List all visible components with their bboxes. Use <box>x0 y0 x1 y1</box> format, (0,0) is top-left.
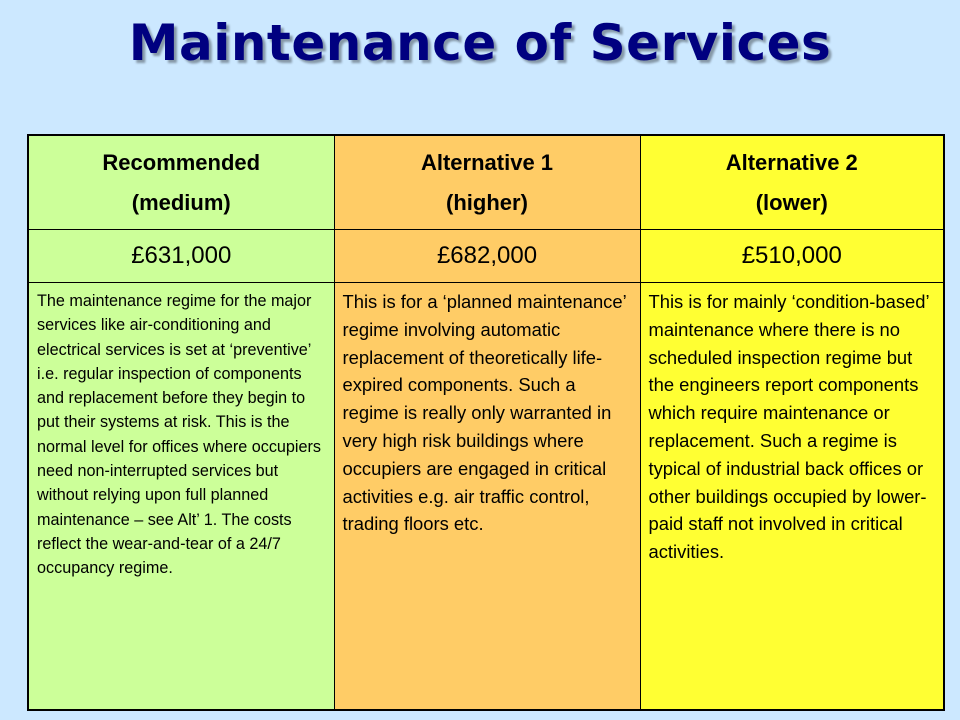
alternative-1-description: This is for a ‘planned maintenance’ regime involving automatic replacement of theoretically life-expired components. Such a regime is really only warranted in very high risk buildings where occupiers are engaged in critical activities e.g. air traffic control, trading floors etc. <box>334 283 640 711</box>
heading-line-1: Recommended <box>102 150 261 175</box>
heading-line-2: (medium) <box>131 190 231 215</box>
alternative-1-heading <box>334 135 640 230</box>
alternative-2-description: This is for mainly ‘condition-based’ maintenance where there is no scheduled inspection regime but the engineers report components which require maintenance or replacement. Such a regime is typical of industrial back offices or other buildings occupied by lower-paid staff not involved in critical activities. <box>640 283 944 711</box>
cost-row <box>28 230 944 283</box>
heading-line-1: Alternative 1 <box>420 150 554 175</box>
alternative-2-heading <box>640 135 944 230</box>
heading-row <box>28 135 944 230</box>
heading-line-1: Alternative 2 <box>725 150 858 175</box>
alternative-2-cost: £510,000 <box>640 230 944 283</box>
recommended-heading <box>28 135 334 230</box>
maintenance-options-table <box>27 134 945 711</box>
recommended-cost: £631,000 <box>28 230 334 283</box>
page-title: Maintenance of Services <box>128 14 832 72</box>
heading-line-2: (lower) <box>755 190 828 215</box>
recommended-description: The maintenance regime for the major services like air-conditioning and electrical services is set at ‘preventive’ i.e. regular inspection of components and replacement before they begin to put their systems at risk. This is the normal level for offices where occupiers need non-interrupted services but without relying upon full planned maintenance – see Alt’ 1. The costs reflect the wear-and-tear of a 24/7 occupancy regime. <box>28 283 334 711</box>
alternative-1-cost: £682,000 <box>334 230 640 283</box>
heading-line-2: (higher) <box>446 190 528 215</box>
description-row <box>28 283 944 711</box>
